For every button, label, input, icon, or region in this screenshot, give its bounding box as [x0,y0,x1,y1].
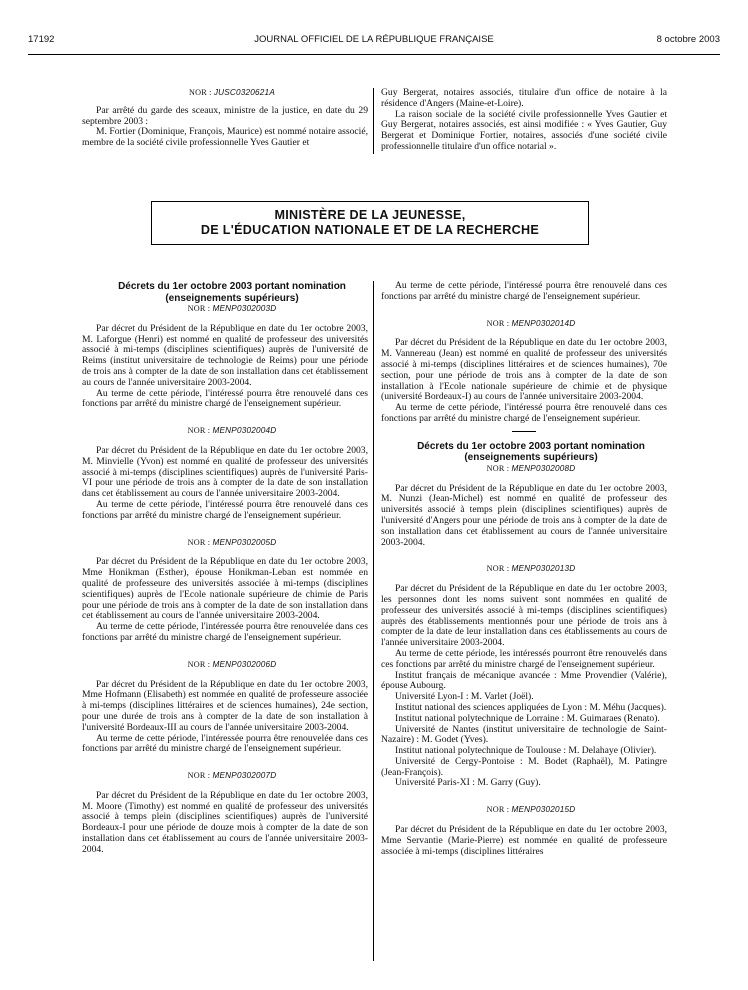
list-item: Université Paris-XI : M. Garry (Guy). [395,777,541,789]
nor-reference: NOR : MENP0302013D [486,564,576,574]
top-left-column [82,88,368,149]
ministry-title-line-2: DE L'ÉDUCATION NATIONALE ET DE LA RECHERCHE [200,222,540,237]
header-rule [28,54,720,55]
paragraph: Par décret du Président de la République en date du 1er octobre 2003, les personnes dont les noms suivent sont nommées en qualité de professeur des universités associé à mi-temps (disciplines scientifiques) auprès des établissements mentionnés pour une période de trois ans à compter de la date de leur installation dans ces établissements au cours de l'année universitaire 2003-2004. [381,583,667,649]
paragraph: Au terme de cette période, les intéressés pourront être renouvelés dans ces fonctions par arrêté du ministre chargé de l'enseignement supérieur. [381,647,667,670]
paragraph: Par décret du Président de la République en date du 1er octobre 2003, Mme Servantie (Marie-Pierre) est nommée en qualité de professeure associée à mi-temps (disciplines littéraires [381,824,667,857]
list-item: Institut national des sciences appliquées de Lyon : M. Méhu (Jacques). [395,701,667,713]
list-item: Institut national polytechnique de Lorraine : M. Guimaraes (Renato). [395,712,660,724]
list-item: Université Lyon-I : M. Varlet (Joël). [395,691,534,703]
nor-reference: NOR : MENP0302007D [187,771,277,781]
nor-reference: NOR : MENP0302014D [486,318,576,328]
list-item: Institut français de mécanique avancée : Mme Provendier (Valérie), épouse Aubourg. [381,669,667,692]
paragraph: Par décret du Président de la République en date du 1er octobre 2003, Mme Honikman (Esther), épouse Honikman-Leban est nommée en qualité de professeure des universités associée à mi-temps (disciplines scientifiques) auprès de l'Ecole nationale supérieure de chimie de Paris pour une période de trois ans à compter de la date de son installation dans cet établissement au cours de l'année universitaire 2003-2004. [82,556,368,622]
paragraph: Au terme de cette période, l'intéressé pourra être renouvelé dans ces fonctions par arrêté du ministre chargé de l'enseignement supérieur. [82,387,368,410]
top-right-column [381,88,667,153]
paragraph: Par décret du Président de la République en date du 1er octobre 2003, Mme Hofmann (Elisabeth) est nommée en qualité de professeure associée à mi-temps (disciplines littéraires et de sciences humaines), 24e section, pour une durée de trois ans à compter de la date de son installation à l'université Bordeaux-III au cours de l'année universitaire 2003-2004. [82,678,368,733]
list-item: Université de Nantes (institut universitaire de technologie de Saint-Nazaire) : M. Godet (Yves). [381,723,667,746]
left-column [82,281,368,856]
paragraph: Par décret du Président de la République en date du 1er octobre 2003, M. Moore (Timothy) est nommé en qualité de professeur des universités associé à temps plein (disciplines scientifiques) auprès de l'université Bordeaux-I pour une période de douze mois à compter de la date de son installation dans cet établissement au cours de l'année universitaire 2003-2004. [82,789,368,855]
section-subtitle: (enseignements supérieurs) [464,452,598,464]
column-divider [373,281,374,961]
paragraph: Par décret du Président de la République en date du 1er octobre 2003, M. Nunzi (Jean-Michel) est nommé en qualité de professeur des universités associé à temps plein (disciplines scientifiques) auprès de l'université d'Angers pour une période de trois ans à compter de la date de son installation dans cet établissement au cours de l'année universitaire 2003-2004. [381,482,667,548]
nor-reference: NOR : MENP0302003D [187,304,277,313]
nor-reference: NOR : MENP0302015D [486,805,576,815]
section-title: Décrets du 1er octobre 2003 portant nomination [417,440,645,452]
paragraph: Par arrêté du garde des sceaux, ministre de la justice, en date du 29 septembre 2003 : [82,104,368,127]
separator-spacer [381,425,667,437]
nor-reference: NOR : MENP0302008D [486,463,576,473]
right-column [381,281,667,857]
list-item: Université de Cergy-Pontoise : M. Bodet (Raphaël), M. Patingre (Jean-François). [381,755,667,778]
section-title: Décrets du 1er octobre 2003 portant nomination [118,281,346,292]
journal-title: JOURNAL OFFICIEL DE LA RÉPUBLIQUE FRANÇAISE [254,34,494,45]
paragraph: Au terme de cette période, l'intéressée pourra être renouvelée dans ces fonctions par arrêté du ministre chargé de l'enseignement supérieur. [82,621,368,643]
paragraph: M. Fortier (Dominique, François, Maurice) est nommé notaire associé, membre de la société civile professionnelle Yves Gautier et [82,126,368,149]
ministry-title-line-1: MINISTÈRE DE LA JEUNESSE, [274,208,466,222]
paragraph: Par décret du Président de la République en date du 1er octobre 2003, M. Laforgue (Henri) est nommé en qualité de professeur des universités associé à mi-temps (disciplines scientifiques) auprès de l'université de Reims (institut universitaire de technologie de Reims) pour une période de trois ans à compter de la date de son installation dans cet établissement au cours de l'année universitaire 2003-2004. [82,322,368,388]
paragraph: La raison sociale de la société civile professionnelle Yves Gautier et Guy Bergerat, notaires associés, est ainsi modifiée : « Yves Gautier, Guy Bergerat et Dominique Fortier, notaires, associés d'une société civile professionnelle titulaire d'un office notarial ». [381,108,667,152]
paragraph: Au terme de cette période, l'intéressé pourra être renouvelé dans ces fonctions par arrêté du ministre chargé de l'enseignement supérieur. [381,280,667,302]
page-header [28,34,720,50]
paragraph: Guy Bergerat, notaires associés, titulaire d'un office de notaire à la résidence d'Angers (Maine-et-Loire). [381,87,667,109]
nor-reference: NOR : JUSC0320621A [189,88,275,97]
nor-reference: NOR : MENP0302006D [187,659,277,669]
nor-reference: NOR : MENP0302004D [187,426,277,436]
list-item: Institut national polytechnique de Toulouse : M. Delahaye (Olivier). [395,745,657,757]
paragraph: Au terme de cette période, l'intéressé pourra être renouvelé dans ces fonctions par arrêté du ministre chargé de l'enseignement supérieur. [381,402,667,424]
section-subtitle: (enseignements supérieurs) [165,292,299,304]
paragraph: Par décret du Président de la République en date du 1er octobre 2003, M. Vannereau (Jean) est nommé en qualité de professeur des universités associé à mi-temps (disciplines littéraires et de sciences humaines), 70e section, pour une période de trois ans à compter de la date de son installation à l'Ecole nationale supérieure de chimie et de physique (université Bordeaux-I) au cours de l'année universitaire 2003-2004. [381,337,667,403]
paragraph: Au terme de cette période, l'intéressé pourra être renouvelé dans ces fonctions par arrêté du ministre chargé de l'enseignement supérieur. [82,498,368,521]
column-divider [373,88,374,154]
page-number: 17192 [28,34,55,45]
paragraph: Par décret du Président de la République en date du 1er octobre 2003, M. Minvielle (Yvon) est nommé en qualité de professeur des universités associé à mi-temps (disciplines scientifiques) auprès de l'université Paris-VI pour une période de trois ans à compter de la date de son installation dans cet établissement au cours de l'année universitaire 2003-2004. [82,444,368,500]
ministry-heading-box [151,201,589,245]
paragraph: Au terme de cette période, l'intéressée pourra être renouvelée dans ces fonctions par arrêté du ministre chargé de l'enseignement supérieur. [82,732,368,755]
nor-reference: NOR : MENP0302005D [187,537,277,547]
publication-date: 8 octobre 2003 [656,34,720,45]
separator-rule [512,431,536,432]
